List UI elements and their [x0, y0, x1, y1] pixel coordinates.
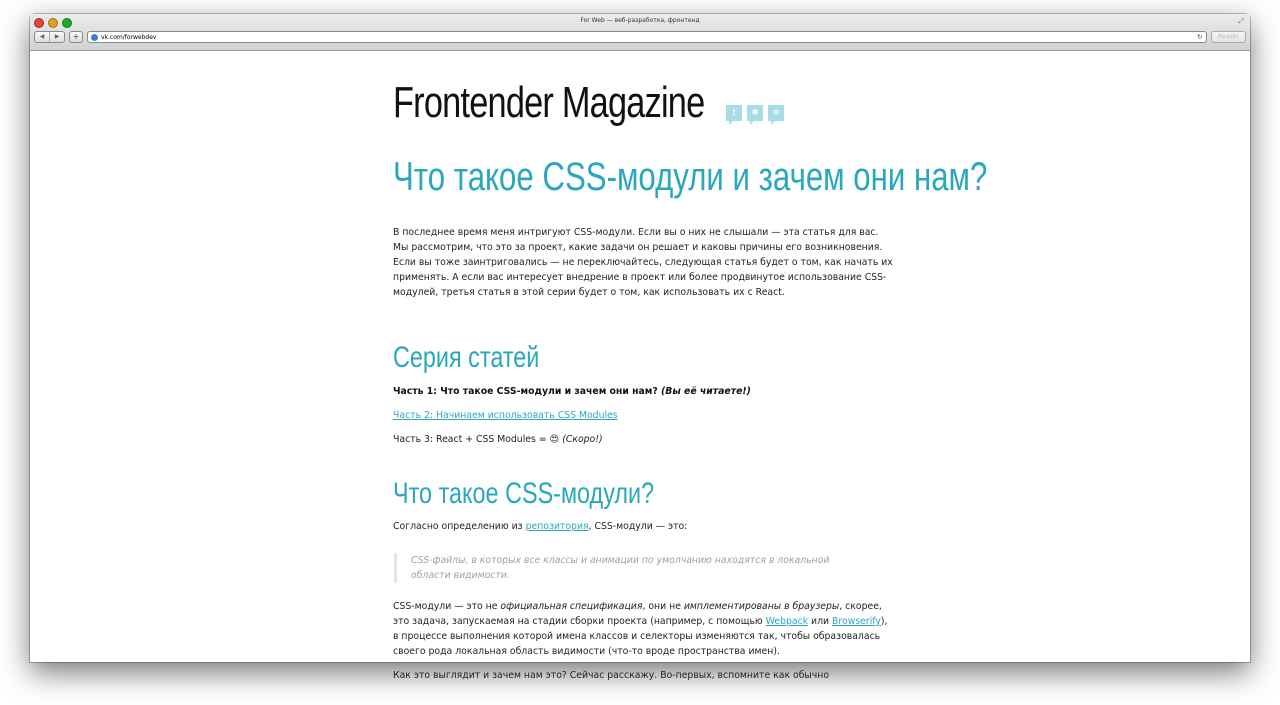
nav-buttons	[34, 31, 65, 43]
partial-paragraph: Как это выглядит и зачем нам это? Сейчас расскажу. Во-первых, вспомните как обычно	[393, 670, 830, 681]
twitter-icon[interactable]: t	[726, 105, 742, 121]
p2-em1: официальная спецификация	[500, 601, 643, 612]
p2-d: или	[808, 616, 833, 627]
add-bookmark-button[interactable]: +	[69, 31, 83, 43]
part2-link[interactable]: Часть 2: Начинаем использовать CSS Modules	[393, 410, 618, 421]
def-after: , CSS-модули — это:	[588, 521, 688, 532]
part3-text: Часть 3: React + CSS Modules = 😍	[393, 434, 560, 445]
series-part-3	[393, 432, 603, 447]
browser-toolbar	[34, 30, 1246, 44]
reader-button[interactable]: Reader	[1211, 31, 1246, 43]
fullscreen-icon[interactable]: ⤢	[1238, 17, 1244, 25]
site-header	[393, 78, 784, 127]
vk-icon[interactable]: ✱	[747, 105, 763, 121]
series-part-2	[393, 408, 618, 423]
window-title: For Web — веб-разработка, фронтенд	[580, 17, 700, 24]
section-heading: Что такое CSS-модули?	[393, 477, 655, 510]
definition-quote: CSS-файлы, в которых все классы и анимации по умолчанию находятся в локальной области видимости.	[394, 553, 851, 583]
p2-a: CSS-модули — это не	[393, 601, 501, 612]
part1-note: (Вы её читаете!)	[661, 386, 751, 397]
social-links	[726, 105, 784, 121]
address-bar[interactable]	[87, 31, 1207, 43]
def-before: Согласно определению из	[393, 521, 526, 532]
spec-paragraph	[393, 599, 893, 659]
p2-b: , они не	[642, 601, 684, 612]
url-text: vk.com/forwebdev	[101, 33, 157, 41]
browserify-link[interactable]: Browserify	[832, 616, 881, 627]
p2-c: , скорее, это задача, запускаемая на стадии сборки проекта (например, с помощью	[393, 601, 882, 627]
forward-button[interactable]: ▶	[49, 32, 64, 42]
page-viewport	[30, 51, 1250, 681]
back-button[interactable]: ◀	[39, 33, 45, 40]
globe-icon	[91, 34, 98, 41]
repository-link[interactable]: репозитория	[525, 521, 589, 532]
series-heading: Серия статей	[393, 341, 540, 374]
definition-paragraph	[393, 519, 687, 534]
part1-text: Часть 1: Что такое CSS-модули и зачем они нам?	[393, 386, 658, 397]
browser-window	[30, 14, 1250, 681]
p2-em2: имплементированы в браузеры	[683, 601, 840, 612]
webpack-link[interactable]: Webpack	[765, 616, 809, 627]
article-title: Что такое CSS-модули и зачем они нам?	[393, 155, 988, 199]
site-title[interactable]: Frontender Magazine	[393, 78, 705, 127]
part3-note: (Скоро!)	[562, 434, 603, 445]
intro-paragraph: В последнее время меня интригуют CSS-модули. Если вы о них не слышали — эта статья для вас. Мы рассмотрим, что это за проект, какие задачи он решает и каковы причины его возникновения. Если вы тоже заинтриговались — не переключайтесь, следующая статья будет о том, как начать их применять. А если вас интересует внедрение в проект или более продвинутое использование CSS-модулей, третья статья в этой серии будет о том, как использовать их с React.	[393, 227, 893, 298]
rss-icon[interactable]: ≋	[768, 105, 784, 121]
title-bar	[30, 14, 1250, 51]
series-part-1	[393, 384, 751, 399]
p2-e: ), в процессе выполнения которой имена классов и селекторы изменяются так, чтобы образовалась своего рода локальная область видимости (что-то вроде пространства имен).	[393, 616, 888, 657]
reload-icon[interactable]: ↻	[1196, 33, 1203, 41]
